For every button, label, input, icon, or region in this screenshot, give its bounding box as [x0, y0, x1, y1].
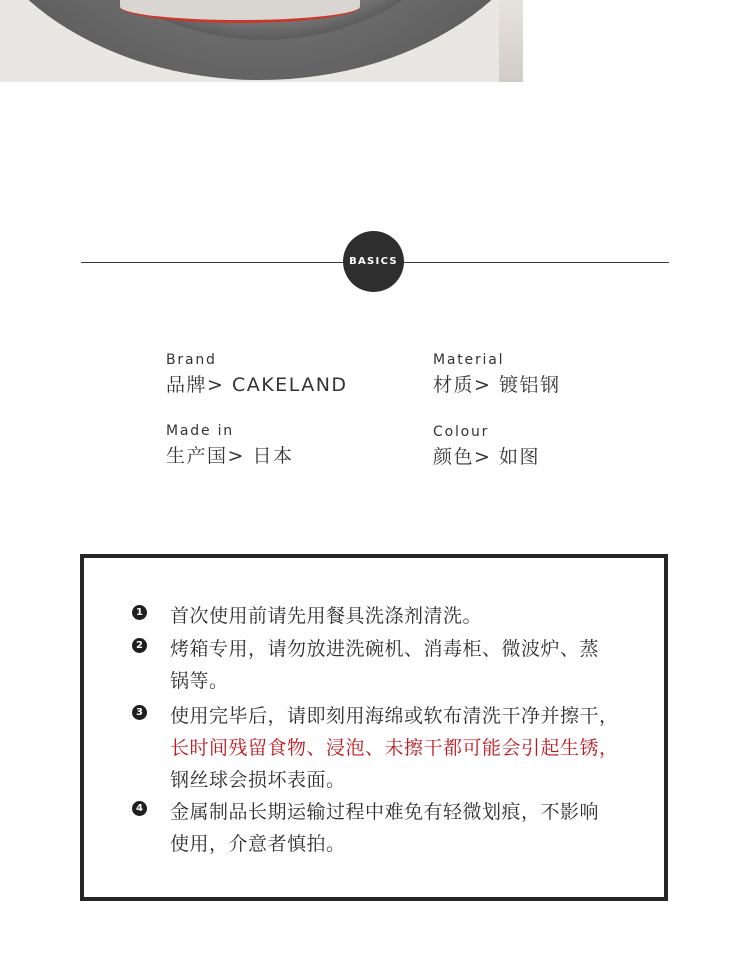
- care-note-warning-line: 长时间残留食物、浸泡、未擦干都可能会引起生锈，: [170, 737, 619, 759]
- spec-material-value: 材质> 镀铝钢: [433, 374, 561, 396]
- spec-colour-value: 颜色> 如图: [433, 446, 540, 468]
- spec-brand-label: Brand: [166, 352, 217, 368]
- care-note-4-text: [170, 796, 640, 860]
- product-photo: [0, 0, 523, 82]
- care-note-line: 烤箱专用，请勿放进洗碗机、消毒柜、微波炉、蒸: [170, 638, 600, 660]
- care-note-line: 使用完毕后，请即刻用海绵或软布清洗干净并擦干，: [170, 705, 619, 727]
- number-4-icon: 4: [132, 801, 147, 816]
- spec-material-label: Material: [433, 352, 505, 368]
- spec-material: [433, 352, 673, 397]
- photo-background: [499, 0, 523, 82]
- spec-brand-value: 品牌> CAKELAND: [166, 374, 348, 396]
- care-note-line: 钢丝球会损坏表面。: [170, 769, 346, 791]
- care-note-line: 使用，介意者慎拍。: [170, 833, 346, 855]
- care-notice-box: [80, 554, 668, 901]
- spec-made-in-value: 生产国> 日本: [166, 445, 294, 467]
- care-note-1-text: [170, 600, 640, 632]
- spec-colour: [433, 424, 673, 469]
- care-note-line: 金属制品长期运输过程中难免有轻微划痕，不影响: [170, 801, 600, 823]
- basics-badge: BASICS: [343, 231, 404, 292]
- spec-brand: [166, 352, 406, 397]
- number-3-icon: 3: [132, 705, 147, 720]
- spec-colour-label: Colour: [433, 424, 490, 440]
- care-note-2-text: [170, 633, 640, 697]
- number-2-icon: 2: [132, 638, 147, 653]
- care-note-line: 首次使用前请先用餐具洗涤剂清洗。: [170, 605, 483, 627]
- spec-made-in-label: Made in: [166, 423, 234, 439]
- care-note-line: 锅等。: [170, 670, 229, 692]
- care-note-3-text: [170, 700, 640, 796]
- spec-made-in: [166, 423, 406, 468]
- number-1-icon: 1: [132, 605, 147, 620]
